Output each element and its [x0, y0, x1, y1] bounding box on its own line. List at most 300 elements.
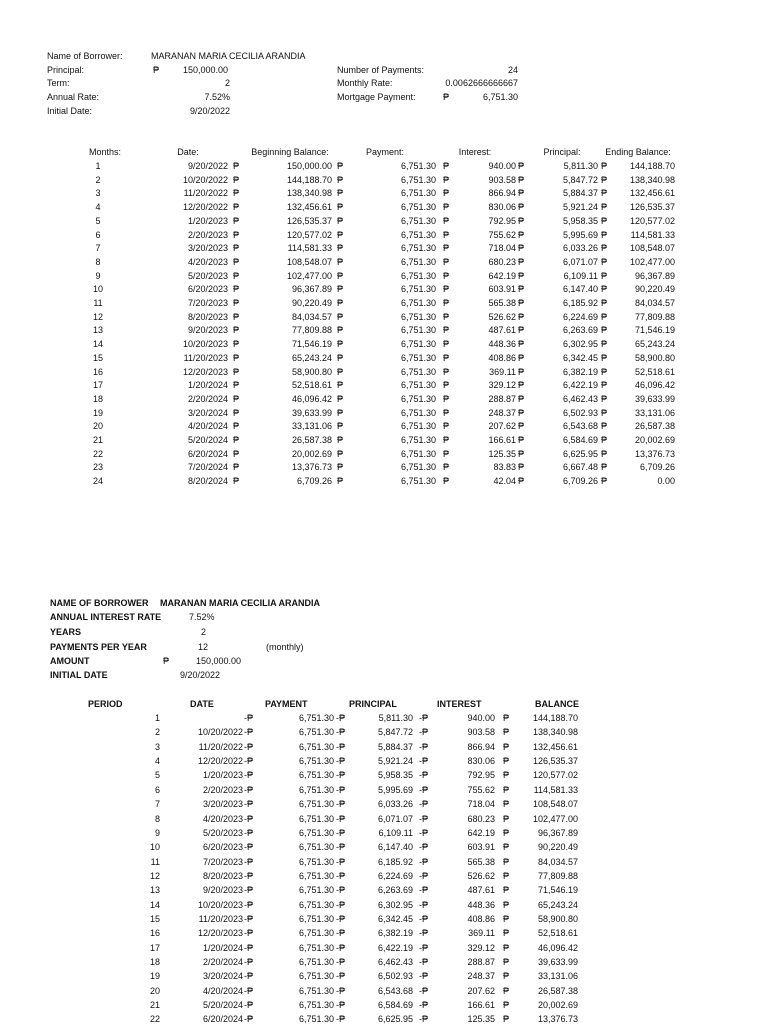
interest-cell: 207.62: [467, 985, 495, 996]
date-cell: 9/20/2022: [187, 161, 228, 171]
interest-cell: 903.58: [488, 174, 516, 185]
peso-sign: -₱: [244, 756, 253, 766]
principal-cell: 6,422.19: [377, 942, 413, 953]
principal-cell: 6,709.26: [562, 476, 598, 487]
period-cell: 6: [95, 229, 101, 240]
peso-sign: ₱: [518, 339, 525, 350]
payment-cell: 6,751.30: [298, 713, 334, 723]
interest-cell: 448.36: [488, 339, 516, 350]
principal-cell: 6,625.95: [377, 1014, 413, 1025]
peso-sign: -₱: [244, 827, 253, 838]
principal-cell: 6,584.69: [562, 435, 598, 445]
principal-cell: 5,847.72: [377, 727, 413, 738]
payment-cell: 6,751.30: [400, 421, 436, 432]
peso-sign: ₱: [443, 215, 450, 226]
peso-sign: -₱: [336, 741, 345, 752]
years-label: YEARS: [50, 627, 82, 637]
peso-sign: ₱: [518, 188, 525, 199]
principal-cell: 5,921.24: [562, 202, 598, 213]
borrower-label: Name of Borrower:: [47, 51, 123, 61]
peso-sign: ₱: [337, 243, 344, 254]
interest-cell: 680.23: [467, 813, 495, 824]
principal-cell: 6,071.07: [377, 813, 413, 824]
principal-cell: 5,958.35: [377, 770, 413, 781]
principal-cell: 6,584.69: [377, 1000, 413, 1010]
date-cell: 11/20/2022: [183, 188, 228, 199]
ending-balance-cell: 138,340.98: [629, 174, 675, 185]
period-cell: 8: [95, 256, 101, 267]
date-cell: 6/20/2024: [187, 448, 228, 459]
balance-cell: 102,477.00: [532, 813, 578, 824]
principal-cell: 6,502.93: [377, 971, 413, 982]
date-cell: 3/20/2023: [202, 799, 243, 810]
ending-balance-cell: 65,243.24: [634, 339, 675, 350]
peso-sign: ₱: [518, 284, 525, 295]
ending-balance-cell: 126,535.37: [629, 202, 675, 213]
ending-balance-cell: 144,188.70: [629, 161, 675, 171]
peso-sign: -₱: [244, 885, 253, 896]
peso-sign: ₱: [601, 462, 608, 473]
table1-header: Date:: [177, 147, 199, 157]
date-cell: 2/20/2023: [187, 229, 228, 240]
interest-cell: 526.62: [488, 311, 516, 322]
interest-cell: 83.83: [493, 462, 516, 473]
payment-cell: 6,751.30: [400, 256, 436, 267]
principal-cell: 6,224.69: [562, 311, 598, 322]
period-cell: 4: [95, 202, 101, 213]
beginning-balance-cell: 96,367.89: [291, 284, 332, 295]
peso-sign: ₱: [337, 380, 344, 391]
principal-cell: 6,462.43: [562, 393, 598, 404]
ending-balance-cell: 114,581.33: [630, 229, 675, 240]
peso-sign: -₱: [336, 784, 345, 795]
peso-sign: ₱: [337, 311, 344, 322]
principal-cell: 5,995.69: [377, 784, 413, 795]
peso-sign: -₱: [244, 813, 253, 824]
date-cell: 5/20/2023: [187, 270, 228, 281]
peso-sign: ₱: [601, 243, 608, 254]
interest-cell: 565.38: [467, 856, 495, 867]
peso-sign: ₱: [503, 842, 510, 853]
peso-sign: -₱: [419, 827, 428, 838]
date-cell: 12/20/2023: [197, 928, 243, 939]
peso-sign: ₱: [233, 256, 240, 267]
peso-sign: ₱: [503, 870, 510, 881]
annual-rate-value: 7.52%: [204, 92, 230, 102]
peso-sign: ₱: [443, 202, 450, 213]
peso-sign: ₱: [153, 65, 160, 75]
peso-sign: ₱: [601, 229, 608, 240]
peso-sign: ₱: [337, 421, 344, 432]
peso-sign: -₱: [336, 913, 345, 924]
interest-cell: 680.23: [488, 256, 516, 267]
payment-cell: 6,751.30: [400, 215, 436, 226]
table2-header: BALANCE: [535, 699, 579, 709]
date-cell: 9/20/2023: [187, 325, 228, 336]
peso-sign: ₱: [337, 462, 344, 473]
ending-balance-cell: 26,587.38: [634, 421, 675, 432]
payment-cell: 6,751.30: [298, 799, 334, 810]
beginning-balance-cell: 102,477.00: [286, 270, 332, 281]
interest-cell: 603.91: [467, 842, 495, 853]
date-cell: 5/20/2023: [202, 827, 243, 838]
balance-cell: 126,535.37: [532, 756, 578, 766]
principal-cell: 6,147.40: [562, 284, 598, 295]
peso-sign: -₱: [336, 928, 345, 939]
amount-value: 150,000.00: [195, 656, 241, 666]
initial-date-label-2: INITIAL DATE: [50, 670, 108, 680]
principal-cell: 6,382.19: [377, 928, 413, 939]
interest-cell: 288.87: [467, 957, 495, 967]
payment-cell: 6,751.30: [298, 770, 334, 781]
period-cell: 5: [154, 770, 160, 781]
period-cell: 18: [149, 957, 160, 967]
payment-cell: 6,751.30: [298, 1014, 334, 1025]
peso-sign: -₱: [336, 985, 345, 996]
peso-sign: ₱: [518, 435, 525, 445]
ending-balance-cell: 13,376.73: [634, 448, 675, 459]
peso-sign: ₱: [518, 243, 525, 254]
mortgage-payment-value: 6,751.30: [482, 92, 518, 102]
interest-cell: 603.91: [488, 284, 516, 295]
date-cell: 3/20/2024: [187, 407, 228, 418]
payment-cell: 6,751.30: [298, 741, 334, 752]
peso-sign: ₱: [337, 339, 344, 350]
table1-header: Months:: [88, 147, 121, 157]
interest-cell: 940.00: [488, 161, 516, 171]
interest-cell: 792.95: [488, 215, 516, 226]
ending-balance-cell: 6,709.26: [639, 462, 675, 473]
balance-cell: 144,188.70: [532, 713, 578, 723]
initial-date-value-2: 9/20/2022: [180, 670, 221, 680]
ending-balance-cell: 77,809.88: [634, 311, 675, 322]
peso-sign: ₱: [503, 799, 510, 810]
balance-cell: 84,034.57: [537, 856, 578, 867]
ppy-label: PAYMENTS PER YEAR: [50, 642, 147, 652]
peso-sign: ₱: [443, 243, 450, 254]
peso-sign: ₱: [337, 393, 344, 404]
payment-cell: 6,751.30: [400, 202, 436, 213]
peso-sign: ₱: [503, 1000, 510, 1010]
date-cell: 9/20/2023: [202, 885, 243, 896]
beginning-balance-cell: 46,096.42: [291, 393, 332, 404]
peso-sign: -₱: [419, 856, 428, 867]
table2-header: INTEREST: [437, 699, 482, 709]
peso-sign: ₱: [503, 971, 510, 982]
date-cell: 7/20/2023: [202, 856, 243, 867]
initial-date-label: Initial Date:: [47, 106, 93, 116]
peso-sign: -₱: [336, 799, 345, 810]
peso-sign: ₱: [233, 284, 240, 295]
period-cell: 20: [92, 421, 103, 432]
peso-sign: ₱: [601, 380, 608, 391]
date-cell: 11/20/2023: [198, 913, 243, 924]
peso-sign: ₱: [503, 770, 510, 781]
peso-sign: ₱: [233, 161, 240, 171]
peso-sign: ₱: [443, 462, 450, 473]
balance-cell: 20,002.69: [537, 1000, 578, 1010]
period-cell: 8: [154, 813, 160, 824]
peso-sign: ₱: [601, 448, 608, 459]
payment-cell: 6,751.30: [400, 476, 436, 487]
peso-sign: -₱: [419, 985, 428, 996]
beginning-balance-cell: 58,900.80: [291, 366, 332, 377]
peso-sign: ₱: [601, 476, 608, 487]
peso-sign: ₱: [518, 421, 525, 432]
peso-sign: -₱: [419, 942, 428, 953]
date-cell: 1/20/2024: [187, 380, 228, 391]
date-cell: 10/20/2022: [182, 174, 228, 185]
peso-sign: ₱: [518, 407, 525, 418]
peso-sign: ₱: [518, 161, 525, 171]
interest-cell: 830.06: [488, 202, 516, 213]
period-cell: 4: [154, 756, 160, 766]
beginning-balance-cell: 120,577.02: [286, 229, 332, 240]
principal-cell: 5,884.37: [377, 741, 413, 752]
peso-sign: ₱: [601, 366, 608, 377]
peso-sign: -₱: [244, 928, 253, 939]
interest-cell: 166.61: [488, 435, 516, 445]
peso-sign: -₱: [244, 727, 253, 738]
date-cell: 2/20/2024: [202, 957, 243, 967]
beginning-balance-cell: 144,188.70: [286, 174, 332, 185]
table2-header: PERIOD: [88, 699, 123, 709]
beginning-balance-cell: 20,002.69: [291, 448, 332, 459]
date-cell: 12/20/2022: [182, 202, 228, 213]
initial-date-value: 9/20/2022: [189, 106, 230, 116]
num-payments-value: 24: [507, 65, 518, 75]
amount-label: AMOUNT: [50, 656, 90, 666]
peso-sign: ₱: [337, 229, 344, 240]
peso-sign: -₱: [419, 899, 428, 910]
interest-cell: 642.19: [467, 827, 495, 838]
peso-sign: -₱: [419, 957, 428, 967]
peso-sign: ₱: [503, 985, 510, 996]
beginning-balance-cell: 71,546.19: [291, 339, 332, 350]
peso-sign: ₱: [601, 325, 608, 336]
table1-header: Principal:: [543, 147, 581, 157]
principal-cell: 6,185.92: [377, 856, 413, 867]
interest-cell: 718.04: [467, 799, 495, 810]
date-cell: 12/20/2022: [197, 756, 243, 766]
balance-cell: 26,587.38: [537, 985, 578, 996]
principal-cell: 6,342.45: [377, 913, 413, 924]
period-cell: 2: [95, 174, 101, 185]
monthly-rate-value: 0.0062666666667: [445, 78, 518, 88]
beginning-balance-cell: 84,034.57: [291, 311, 332, 322]
payment-cell: 6,751.30: [298, 870, 334, 881]
period-cell: 3: [154, 741, 160, 752]
balance-cell: 39,633.99: [537, 957, 578, 967]
date-cell: 4/20/2023: [187, 256, 228, 267]
period-cell: 10: [92, 284, 103, 295]
peso-sign: -₱: [336, 899, 345, 910]
peso-sign: ₱: [503, 813, 510, 824]
principal-cell: 5,995.69: [562, 229, 598, 240]
peso-sign: ₱: [601, 298, 608, 308]
peso-sign: ₱: [503, 856, 510, 867]
payment-cell: 6,751.30: [298, 856, 334, 867]
peso-sign: ₱: [233, 476, 240, 487]
peso-sign: ₱: [518, 462, 525, 473]
peso-sign: -₱: [419, 842, 428, 853]
interest-cell: 408.86: [467, 913, 495, 924]
peso-sign: ₱: [233, 366, 240, 377]
peso-sign: ₱: [503, 756, 510, 766]
payment-cell: 6,751.30: [298, 957, 334, 967]
peso-sign: ₱: [601, 202, 608, 213]
mortgage-payment-label: Mortgage Payment:: [337, 92, 416, 102]
peso-sign: ₱: [337, 366, 344, 377]
principal-cell: 6,109.11: [563, 270, 598, 281]
peso-sign: ₱: [503, 784, 510, 795]
date-cell: 5/20/2024: [187, 435, 228, 445]
peso-sign: ₱: [601, 174, 608, 185]
peso-sign: -₱: [336, 957, 345, 967]
period-cell: 14: [149, 899, 160, 910]
peso-sign: ₱: [337, 352, 344, 363]
peso-sign: ₱: [337, 435, 344, 445]
date-cell: 2/20/2023: [202, 784, 243, 795]
principal-cell: 6,185.92: [562, 298, 598, 308]
payment-cell: 6,751.30: [400, 339, 436, 350]
peso-sign: ₱: [233, 229, 240, 240]
date-cell: 1/20/2023: [187, 215, 228, 226]
peso-sign: ₱: [503, 942, 510, 953]
peso-sign: ₱: [503, 1014, 510, 1025]
peso-sign: -₱: [244, 713, 253, 723]
peso-sign: -₱: [244, 1014, 253, 1025]
date-cell: 6/20/2023: [187, 284, 228, 295]
peso-sign: -₱: [419, 784, 428, 795]
peso-sign: ₱: [601, 421, 608, 432]
balance-cell: 138,340.98: [532, 727, 578, 738]
num-payments-label: Number of Payments:: [337, 65, 425, 75]
peso-sign: -₱: [419, 727, 428, 738]
payment-cell: 6,751.30: [298, 1000, 334, 1010]
peso-sign: ₱: [503, 727, 510, 738]
peso-sign: -₱: [336, 842, 345, 853]
term-label: Term:: [47, 78, 70, 88]
date-cell: 6/20/2024: [202, 1014, 243, 1025]
period-cell: 19: [92, 407, 103, 418]
peso-sign: ₱: [518, 380, 525, 391]
principal-cell: 6,147.40: [377, 842, 413, 853]
table1-header: Interest:: [458, 147, 492, 157]
peso-sign: ₱: [233, 243, 240, 254]
peso-sign: -₱: [336, 813, 345, 824]
date-cell: 1/20/2023: [202, 770, 243, 781]
peso-sign: ₱: [601, 215, 608, 226]
peso-sign: ₱: [233, 202, 240, 213]
peso-sign: ₱: [337, 188, 344, 199]
peso-sign: -₱: [336, 942, 345, 953]
beginning-balance-cell: 150,000.00: [286, 161, 332, 171]
payment-cell: 6,751.30: [298, 756, 334, 766]
interest-cell: 866.94: [467, 741, 495, 752]
principal-cell: 6,263.69: [562, 325, 598, 336]
balance-cell: 13,376.73: [537, 1014, 578, 1025]
balance-cell: 114,581.33: [533, 784, 578, 795]
peso-sign: ₱: [233, 393, 240, 404]
peso-sign: -₱: [244, 942, 253, 953]
period-cell: 3: [95, 188, 101, 199]
principal-cell: 6,462.43: [377, 957, 413, 967]
payment-cell: 6,751.30: [298, 784, 334, 795]
peso-sign: -₱: [419, 799, 428, 810]
peso-sign: ₱: [163, 656, 170, 666]
peso-sign: ₱: [337, 202, 344, 213]
peso-sign: -₱: [336, 770, 345, 781]
principal-cell: 6,071.07: [562, 256, 598, 267]
balance-cell: 58,900.80: [537, 913, 578, 924]
period-cell: 24: [92, 476, 103, 487]
balance-cell: 52,518.61: [537, 928, 578, 939]
peso-sign: -₱: [419, 913, 428, 924]
date-cell: 6/20/2023: [202, 842, 243, 853]
date-cell: 3/20/2024: [202, 971, 243, 982]
date-cell: 2/20/2024: [187, 393, 228, 404]
balance-cell: 65,243.24: [537, 899, 578, 910]
interest-cell: 248.37: [467, 971, 495, 982]
peso-sign: ₱: [443, 161, 450, 171]
ending-balance-cell: 20,002.69: [634, 435, 675, 445]
payment-cell: 6,751.30: [400, 393, 436, 404]
payment-cell: 6,751.30: [400, 311, 436, 322]
period-cell: 5: [95, 215, 101, 226]
period-cell: 9: [154, 827, 160, 838]
peso-sign: -₱: [419, 1014, 428, 1025]
payment-cell: 6,751.30: [400, 161, 436, 171]
payment-cell: 6,751.30: [400, 462, 436, 473]
peso-sign: ₱: [601, 393, 608, 404]
peso-sign: -₱: [336, 1014, 345, 1025]
beginning-balance-cell: 26,587.38: [291, 435, 332, 445]
payment-cell: 6,751.30: [400, 366, 436, 377]
ending-balance-cell: 33,131.06: [634, 407, 675, 418]
principal-cell: 5,811.30: [378, 713, 413, 723]
payment-cell: 6,751.30: [298, 727, 334, 738]
ending-balance-cell: 120,577.02: [629, 215, 675, 226]
period-cell: 13: [92, 325, 103, 336]
date-cell: 8/20/2023: [202, 870, 243, 881]
ending-balance-cell: 132,456.61: [629, 188, 675, 199]
peso-sign: ₱: [337, 325, 344, 336]
interest-cell: 718.04: [488, 243, 516, 254]
peso-sign: ₱: [503, 899, 510, 910]
peso-sign: ₱: [601, 435, 608, 445]
principal-cell: 6,263.69: [377, 885, 413, 896]
peso-sign: -₱: [244, 741, 253, 752]
peso-sign: ₱: [443, 380, 450, 391]
period-cell: 16: [149, 928, 160, 939]
interest-cell: 830.06: [467, 756, 495, 766]
date-cell: 10/20/2023: [182, 339, 228, 350]
peso-sign: ₱: [443, 407, 450, 418]
peso-sign: ₱: [443, 284, 450, 295]
principal-cell: 5,921.24: [377, 756, 413, 766]
principal-value: 150,000.00: [182, 65, 228, 75]
annual-rate-label-2: ANNUAL INTEREST RATE: [50, 612, 162, 622]
balance-cell: 108,548.07: [532, 799, 578, 810]
interest-cell: 642.19: [488, 270, 516, 281]
period-cell: 1: [95, 161, 101, 171]
date-cell: 7/20/2023: [187, 298, 228, 308]
peso-sign: ₱: [443, 448, 450, 459]
peso-sign: ₱: [518, 393, 525, 404]
peso-sign: -₱: [419, 1000, 428, 1010]
date-cell: 10/20/2023: [197, 899, 243, 910]
